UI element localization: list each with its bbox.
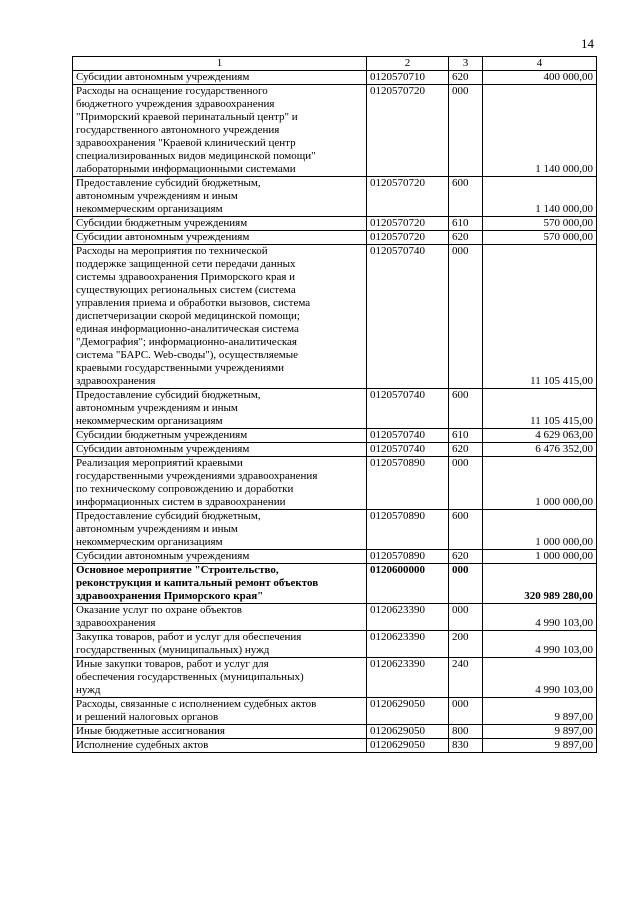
row-type-cell: 200 <box>449 631 483 658</box>
row-code-cell: 0120570890 <box>367 510 449 550</box>
row-name-cell: Субсидии автономным учреждениям <box>73 550 367 564</box>
table-header-row <box>73 57 597 71</box>
row-type-cell: 620 <box>449 71 483 85</box>
row-name-cell: Исполнение судебных актов <box>73 739 367 753</box>
row-name-cell: Расходы на оснащение государственного бюджетного учреждения здравоохранения "Приморский краевой перинатальный центр" и государственного автономного учреждения здравоохранения "Краевой клинический центр специализированных видов медицинской помощи" лабораторными информационными системами <box>73 85 367 177</box>
row-type-cell: 600 <box>449 177 483 217</box>
row-code-cell: 0120570710 <box>367 71 449 85</box>
row-type-cell: 600 <box>449 510 483 550</box>
budget-table-body <box>73 57 597 753</box>
row-code-cell: 0120629050 <box>367 725 449 739</box>
table-row <box>73 71 597 85</box>
row-sum-cell: 320 989 280,00 <box>483 564 597 604</box>
table-row <box>73 604 597 631</box>
table-row <box>73 725 597 739</box>
row-type-cell: 240 <box>449 658 483 698</box>
row-code-cell: 0120629050 <box>367 739 449 753</box>
row-code-cell: 0120570740 <box>367 429 449 443</box>
row-name-cell: Реализация мероприятий краевыми государственными учреждениями здравоохранения по техническому сопровождению и доработки информационных систем в здравоохранении <box>73 457 367 510</box>
table-row <box>73 429 597 443</box>
row-name-cell: Основное мероприятие "Строительство, реконструкция и капитальный ремонт объектов здравоохранения Приморского края" <box>73 564 367 604</box>
table-row <box>73 510 597 550</box>
row-name-cell: Субсидии автономным учреждениям <box>73 231 367 245</box>
table-row <box>73 564 597 604</box>
row-name-cell: Расходы, связанные с исполнением судебных актов и решений налоговых органов <box>73 698 367 725</box>
row-type-cell: 610 <box>449 217 483 231</box>
row-type-cell: 620 <box>449 231 483 245</box>
row-sum-cell: 4 990 103,00 <box>483 631 597 658</box>
row-code-cell: 0120629050 <box>367 698 449 725</box>
row-type-cell: 000 <box>449 85 483 177</box>
row-type-cell: 620 <box>449 550 483 564</box>
table-row <box>73 217 597 231</box>
row-sum-cell: 4 990 103,00 <box>483 658 597 698</box>
header-col-2: 2 <box>367 57 449 71</box>
row-code-cell: 0120570890 <box>367 457 449 510</box>
table-row <box>73 231 597 245</box>
table-row <box>73 658 597 698</box>
row-sum-cell: 4 629 063,00 <box>483 429 597 443</box>
table-row <box>73 389 597 429</box>
row-sum-cell: 1 140 000,00 <box>483 85 597 177</box>
row-name-cell: Оказание услуг по охране объектов здравоохранения <box>73 604 367 631</box>
row-sum-cell: 1 140 000,00 <box>483 177 597 217</box>
row-sum-cell: 9 897,00 <box>483 698 597 725</box>
row-code-cell: 0120623390 <box>367 658 449 698</box>
row-sum-cell: 1 000 000,00 <box>483 550 597 564</box>
row-code-cell: 0120570740 <box>367 443 449 457</box>
row-sum-cell: 11 105 415,00 <box>483 389 597 429</box>
row-name-cell: Иные бюджетные ассигнования <box>73 725 367 739</box>
row-type-cell: 610 <box>449 429 483 443</box>
row-name-cell: Субсидии автономным учреждениям <box>73 443 367 457</box>
header-col-4: 4 <box>483 57 597 71</box>
row-sum-cell: 1 000 000,00 <box>483 510 597 550</box>
table-row <box>73 698 597 725</box>
row-name-cell: Субсидии автономным учреждениям <box>73 71 367 85</box>
row-code-cell: 0120600000 <box>367 564 449 604</box>
table-row <box>73 457 597 510</box>
row-type-cell: 000 <box>449 457 483 510</box>
row-sum-cell: 11 105 415,00 <box>483 245 597 389</box>
row-name-cell: Предоставление субсидий бюджетным, автономным учреждениям и иным некоммерческим организациям <box>73 389 367 429</box>
row-sum-cell: 9 897,00 <box>483 725 597 739</box>
row-name-cell: Субсидии бюджетным учреждениям <box>73 217 367 231</box>
row-type-cell: 600 <box>449 389 483 429</box>
row-code-cell: 0120570720 <box>367 231 449 245</box>
row-name-cell: Предоставление субсидий бюджетным, автономным учреждениям и иным некоммерческим организациям <box>73 510 367 550</box>
table-row <box>73 245 597 389</box>
row-name-cell: Закупка товаров, работ и услуг для обеспечения государственных (муниципальных) нужд <box>73 631 367 658</box>
budget-table <box>72 56 597 753</box>
row-type-cell: 800 <box>449 725 483 739</box>
row-code-cell: 0120570720 <box>367 177 449 217</box>
row-type-cell: 000 <box>449 564 483 604</box>
row-sum-cell: 6 476 352,00 <box>483 443 597 457</box>
header-col-3: 3 <box>449 57 483 71</box>
row-sum-cell: 570 000,00 <box>483 231 597 245</box>
table-row <box>73 739 597 753</box>
row-type-cell: 830 <box>449 739 483 753</box>
row-type-cell: 000 <box>449 698 483 725</box>
row-code-cell: 0120623390 <box>367 631 449 658</box>
row-code-cell: 0120570740 <box>367 389 449 429</box>
row-code-cell: 0120570720 <box>367 85 449 177</box>
row-name-cell: Иные закупки товаров, работ и услуг для обеспечения государственных (муниципальных) нужд <box>73 658 367 698</box>
table-row <box>73 177 597 217</box>
table-row <box>73 550 597 564</box>
row-sum-cell: 400 000,00 <box>483 71 597 85</box>
row-code-cell: 0120570740 <box>367 245 449 389</box>
row-sum-cell: 570 000,00 <box>483 217 597 231</box>
row-type-cell: 620 <box>449 443 483 457</box>
row-sum-cell: 4 990 103,00 <box>483 604 597 631</box>
row-type-cell: 000 <box>449 245 483 389</box>
row-name-cell: Предоставление субсидий бюджетным, автономным учреждениям и иным некоммерческим организациям <box>73 177 367 217</box>
row-name-cell: Расходы на мероприятия по технической поддержке защищенной сети передачи данных системы здравоохранения Приморского края и существующих региональных систем (система управления приема и обработки вызовов, система диспетчеризации скорой медицинской помощи; единая информационно-аналитическая система "Демография"; информационно-аналитическая система "БАРС. Web-своды"), осуществляемые краевыми государственными учреждениями здравоохранения <box>73 245 367 389</box>
page-number: 14 <box>581 36 594 51</box>
table-row <box>73 631 597 658</box>
table-row <box>73 85 597 177</box>
row-code-cell: 0120570720 <box>367 217 449 231</box>
header-col-1: 1 <box>73 57 367 71</box>
table-row <box>73 443 597 457</box>
row-code-cell: 0120570890 <box>367 550 449 564</box>
row-name-cell: Субсидии бюджетным учреждениям <box>73 429 367 443</box>
row-sum-cell: 1 000 000,00 <box>483 457 597 510</box>
row-type-cell: 000 <box>449 604 483 631</box>
row-sum-cell: 9 897,00 <box>483 739 597 753</box>
row-code-cell: 0120623390 <box>367 604 449 631</box>
